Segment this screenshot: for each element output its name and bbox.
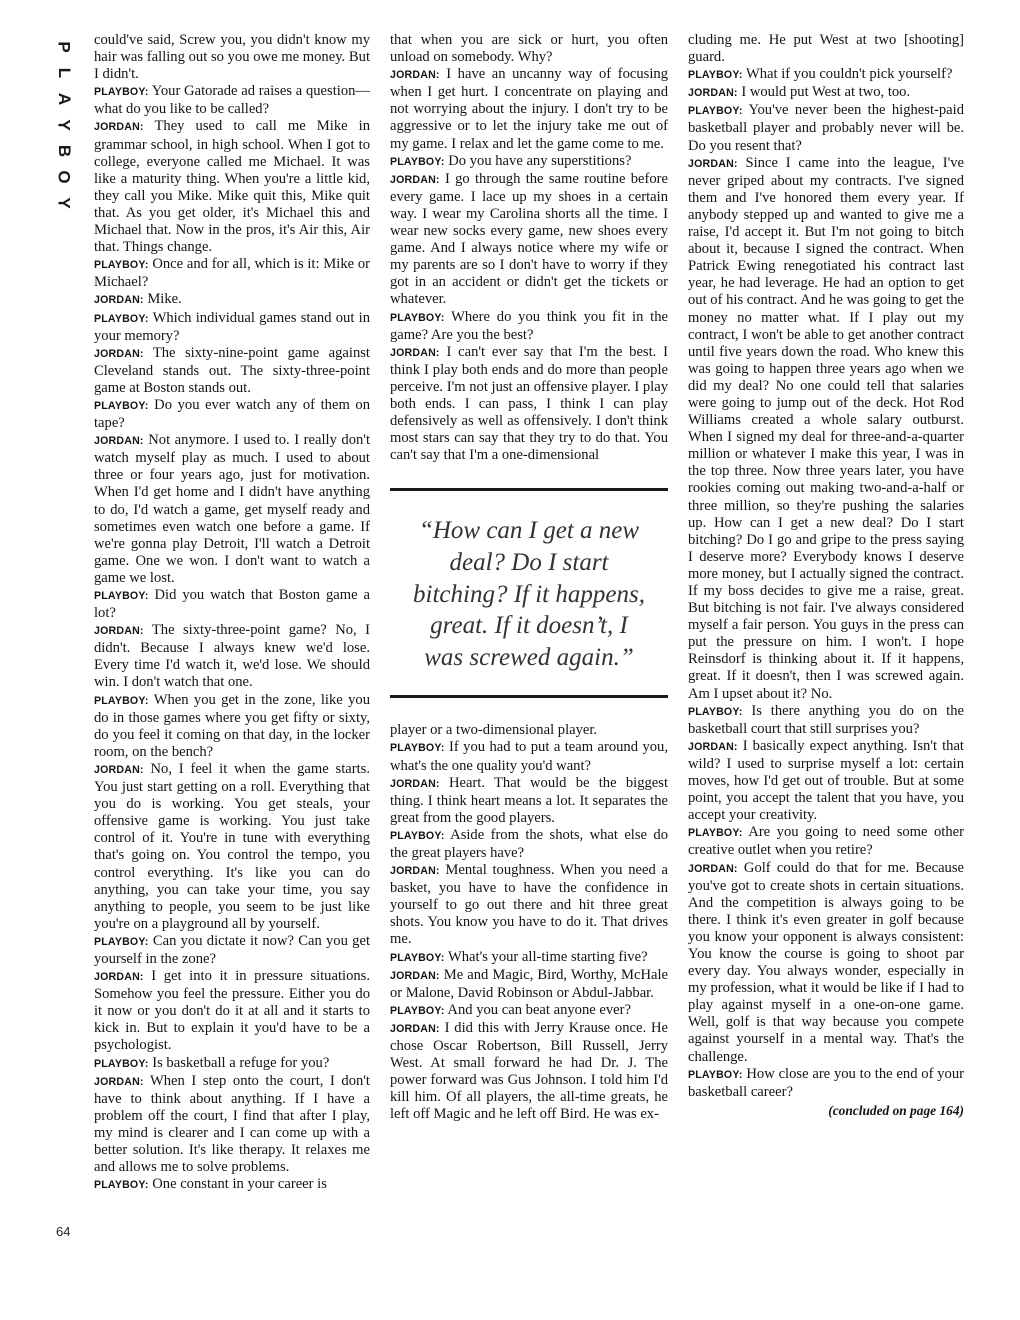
- pull-quote: “How can I get a new deal? Do I start bitching? If it happens, great. If it doesn’t, I was screwed again.”: [390, 488, 668, 698]
- speaker-playboy: PLAYBOY:: [94, 694, 149, 707]
- paragraph-text: Aside from the shots, what else do the great players have?: [390, 826, 668, 861]
- speaker-playboy: PLAYBOY:: [94, 1179, 149, 1192]
- speaker-jordan: JORDAN:: [94, 971, 144, 984]
- interview-paragraph: [390, 862, 668, 948]
- paragraph-text: Since I came into the league, I've never griped about my contracts. I've signed them and I've honored them every year. If anybody stepped up and wanted to give me a raise, I'd accept it. But I'm not going to bitch about it, because I signed the contract. When Patrick Ewing renegotiated his contract last year, he had leverage. He had an option to get out of his contract. And he was going to get the money no matter what. If I play out my contract, I won't be able to get another contract until five years down the road. Who knew this was going to happen three years ago when we did my deal? No one could tell that salaries were going to jump out of the deck. Hot Rod Williams created a whole salary outburst. When I signed my deal for three-and-a-quarter million or whatever I make this year, I was in the top three. Now three years later, you have rookies coming out making two-and-a-half or three million, so they're pushing the salaries up. How can I get a new deal? Do I start bitching? Do I go and gripe to the press saying I deserve more? Everybody knows I deserve more money, but I actually signed the contract. If my boss decides to give me a raise, great. But bitching is not fair. I've always considered myself a fair person. You guys in the press can put the pressure on him. I won't. I hope Reinsdorf is thinking about it. If it happens, great. If it doesn't, then I was screwed again. Am I upset about it? No.: [688, 154, 965, 702]
- paragraph-text: I can't ever say that I'm the best. I think I play both ends and do more than people perceive. I'm not just an offensive player. I play both ends. I can pass, I think I can play defensively as well as offensively. I don't think most stars can say that they try to do that. You can't say that I'm a one-dimensional: [390, 343, 668, 464]
- speaker-jordan: JORDAN:: [94, 763, 144, 776]
- speaker-playboy: PLAYBOY:: [94, 259, 149, 272]
- speaker-playboy: PLAYBOY:: [390, 155, 445, 168]
- speaker-jordan: JORDAN:: [390, 69, 440, 82]
- interview-paragraph: [94, 1176, 370, 1194]
- interview-paragraph: [94, 622, 370, 691]
- interview-paragraph: [688, 703, 964, 738]
- paragraph-text: I go through the same routine before every game. I lace up my shoes in a certain way. I wear my Carolina shorts all the time. I wear new socks every game, new shoes every game. And I always notice where my wife or my parents are so I don't have to worry if they got in an accident or didn't get the tickets or whatever.: [390, 170, 668, 308]
- interview-paragraph: [688, 84, 964, 102]
- speaker-playboy: PLAYBOY:: [390, 311, 445, 324]
- interview-paragraph: [688, 1066, 964, 1101]
- paragraph-text: What if you couldn't pick yourself?: [745, 66, 953, 83]
- speaker-playboy: PLAYBOY:: [688, 1068, 743, 1081]
- speaker-playboy: PLAYBOY:: [688, 705, 743, 718]
- continued-note: (concluded on page 164): [828, 1102, 964, 1118]
- paragraph-text: Is there anything you do on the basketball court that still surprises you?: [688, 702, 964, 737]
- speaker-jordan: JORDAN:: [94, 294, 144, 307]
- interview-paragraph: [390, 739, 668, 774]
- speaker-playboy: PLAYBOY:: [688, 105, 743, 118]
- speaker-playboy: PLAYBOY:: [94, 86, 149, 99]
- logo-letter: A: [55, 92, 74, 106]
- paragraph-text: Are you going to need some other creative outlet when you retire?: [688, 824, 965, 859]
- speaker-jordan: JORDAN:: [390, 173, 440, 186]
- interview-paragraph: [390, 171, 668, 309]
- paragraph-text: You've never been the highest-paid basketball player and probably never will be. Do you resent that?: [688, 102, 964, 154]
- speaker-jordan: JORDAN:: [390, 777, 440, 790]
- interview-paragraph: [94, 587, 370, 622]
- paragraph-text: Your Gatorade ad raises a question—what do you like to be called?: [94, 83, 371, 118]
- interview-paragraph: [94, 1073, 370, 1177]
- interview-paragraph: [94, 1055, 370, 1073]
- speaker-playboy: PLAYBOY:: [94, 590, 149, 602]
- speaker-playboy: PLAYBOY:: [688, 69, 743, 82]
- speaker-jordan: JORDAN:: [390, 969, 440, 982]
- interview-paragraph: [390, 66, 668, 152]
- interview-paragraph: [94, 118, 370, 256]
- speaker-playboy: PLAYBOY:: [390, 1004, 445, 1017]
- speaker-playboy: PLAYBOY:: [390, 742, 445, 755]
- interview-paragraph: [390, 1002, 668, 1020]
- speaker-jordan: JORDAN:: [688, 157, 738, 170]
- paragraph-text: I did this with Jerry Krause once. He chose Oscar Robertson, Bill Russell, Jerry West. At small forward he had Dr. J. The power forward was Gus Johnson. I told him I'd kill him. Of all players, the all-time greats, he left off Magic and he left off Bird. He was ex-: [390, 1019, 668, 1123]
- column-3: [688, 32, 964, 1119]
- paragraph-text: How close are you to the end of your basketball career?: [688, 1065, 964, 1100]
- column-2-bottom: [390, 722, 668, 1123]
- interview-paragraph: [688, 155, 964, 703]
- interview-paragraph: [94, 256, 370, 291]
- paragraph-text: I would put West at two, too.: [741, 84, 911, 101]
- column-3-body: [688, 32, 964, 1101]
- interview-paragraph: [94, 432, 370, 587]
- paragraph-text: Do you have any superstitions?: [448, 152, 632, 169]
- speaker-jordan: JORDAN:: [94, 1075, 144, 1088]
- paragraph-text: Do you ever watch any of them on tape?: [94, 396, 370, 432]
- logo-letter: Y: [55, 197, 74, 209]
- speaker-jordan: JORDAN:: [94, 347, 144, 360]
- playboy-side-logo: [54, 36, 74, 214]
- paragraph-text: What's your all-time starting five?: [447, 948, 648, 965]
- paragraph-text: One constant in your career is: [152, 1176, 327, 1193]
- paragraph-text: Is basketball a refuge for you?: [152, 1054, 330, 1071]
- paragraph-text: Not anymore. I used to. I really don't watch myself play as much. I used to about three or four years ago, just for motivation. When I'd get home and I didn't have anything to do, I'd watch a game, get myself ready and sometimes even watch one before a game. If we're gonna play Detroit, I'll watch a Detroit game. One we won. I don't want to watch a game we lost.: [94, 432, 370, 586]
- paragraph-text: Golf could do that for me. Because you've got to create shots in certain situations. And the competition is always going to be there. I think it's even greater in golf because you know your opponent is always consistent: You know the course is going to shoot par every day. You always wonder, especially in my profession, what it would be like if I had to play against myself in a one-on-one game. Well, golf is that way because you compete against yourself in a mental way. That's the challenge.: [688, 859, 965, 1065]
- column-1: [94, 32, 370, 1194]
- logo-letter: B: [55, 144, 74, 158]
- interview-paragraph: [688, 66, 964, 84]
- paragraph-text: Where do you think you fit in the game? Are you the best?: [390, 308, 669, 343]
- speaker-jordan: JORDAN:: [688, 740, 738, 753]
- paragraph-text: Heart. That would be the biggest thing. I think heart means a lot. It separates the great from the good players.: [390, 774, 668, 826]
- speaker-playboy: PLAYBOY:: [688, 827, 743, 840]
- paragraph-text: The sixty-nine-point game against Cleveland stands out. The sixty-three-point game at Boston stands out.: [94, 344, 370, 396]
- column-2: [390, 32, 668, 1123]
- paragraph-text: I get into it in pressure situations. Somehow you feel the pressure. Either you do it now or you don't do it at all and it starts to kick in. But to explain it you'd have to be a psychologist.: [94, 968, 370, 1054]
- interview-paragraph: [390, 32, 668, 66]
- paragraph-text: No, I feel it when the game starts. You just start getting on a roll. Everything that you do is working. You get steals, your offensive game is working. You just take control of it. You're in tune with everything that's going on. You control the tempo, you control everything. It's like you can do anything, you can take your time, you say anything to people, you seem to be just like you're on a playground all by yourself.: [94, 760, 370, 932]
- paragraph-text: When I step onto the court, I don't have to think about anything. If I have a problem off the court, I find that after I play, my mind is clearer and I can come up with a better solution. It's like therapy. It relaxes me and allows me to solve problems.: [94, 1072, 370, 1176]
- paragraph-text: could've said, Screw you, you didn't know my hair was falling out so you owe me money. But I didn't.: [94, 32, 370, 83]
- paragraph-text: They used to call me Mike in grammar school, in high school. When I got to college, everyone called me Michael. It was like a maturity thing. When you're a little kid, they call you Mike. Mike quit this, Mike quit that. As you get older, it's Michael this and Michael that. Now in the pros, it's Air this, Air that. Things change.: [94, 118, 371, 256]
- paragraph-text: The sixty-three-point game? No, I didn't. Because I always knew we'd lose. Every time I'd watch it, we'd lose. We should win. I don't watch that one.: [94, 622, 370, 691]
- speaker-jordan: JORDAN:: [390, 865, 440, 878]
- paragraph-text: Once and for all, which is it: Mike or Michael?: [94, 256, 371, 291]
- paragraph-text: that when you are sick or hurt, you often unload on somebody. Why?: [390, 32, 668, 66]
- speaker-jordan: JORDAN:: [94, 435, 144, 448]
- interview-paragraph: [94, 32, 370, 83]
- interview-paragraph: [390, 827, 668, 862]
- speaker-jordan: JORDAN:: [94, 625, 144, 638]
- speaker-jordan: JORDAN:: [390, 1022, 440, 1035]
- interview-paragraph: [390, 775, 668, 827]
- paragraph-text: If you had to put a team around you, what's the one quality you'd want?: [390, 739, 668, 774]
- interview-paragraph: [688, 738, 964, 824]
- paragraph-text: I have an uncanny way of focusing when I get hurt. I concentrate on playing and not worrying about the injury. I don't try to be aggressive or to let the injury take me out of my game. I relax and let the game come to me.: [390, 66, 668, 152]
- interview-paragraph: [94, 345, 370, 397]
- interview-paragraph: [688, 860, 964, 1066]
- speaker-jordan: JORDAN:: [688, 87, 738, 100]
- logo-letter: O: [54, 170, 74, 184]
- interview-paragraph: [94, 968, 370, 1054]
- interview-paragraph: [94, 310, 370, 345]
- interview-paragraph: [390, 309, 668, 344]
- paragraph-text: Did you watch that Boston game a lot?: [94, 587, 371, 622]
- page-number: 64: [56, 1224, 71, 1239]
- speaker-jordan: JORDAN:: [688, 862, 738, 875]
- paragraph-text: When you get in the zone, like you do in those games where you get fifty or sixty, do you feel it coming on that day, in the locker room, on the bench?: [94, 691, 370, 760]
- interview-paragraph: [390, 722, 668, 739]
- speaker-playboy: PLAYBOY:: [94, 312, 149, 325]
- speaker-jordan: JORDAN:: [390, 346, 440, 359]
- paragraph-text: cluding me. He put West at two [shooting] guard.: [688, 32, 964, 66]
- speaker-playboy: PLAYBOY:: [390, 951, 445, 964]
- column-2-top: [390, 32, 668, 464]
- interview-paragraph: [390, 1020, 668, 1124]
- interview-paragraph: [390, 153, 668, 171]
- speaker-playboy: PLAYBOY:: [94, 1057, 149, 1070]
- interview-paragraph: [94, 291, 370, 309]
- paragraph-text: And you can beat anyone ever?: [447, 1001, 631, 1018]
- paragraph-text: Which individual games stand out in your memory?: [94, 309, 370, 344]
- interview-paragraph: [94, 397, 370, 432]
- interview-paragraph: [94, 692, 370, 761]
- logo-letter: Y: [55, 119, 74, 131]
- interview-paragraph: [94, 83, 370, 118]
- interview-paragraph: [390, 949, 668, 967]
- paragraph-text: Can you dictate it now? Can you get yourself in the zone?: [94, 932, 370, 967]
- paragraph-text: Me and Magic, Bird, Worthy, McHale or Malone, David Robinson or Abdul-Jabbar.: [390, 966, 668, 1001]
- logo-letter: L: [54, 67, 74, 79]
- interview-paragraph: [94, 933, 370, 968]
- interview-paragraph: [390, 967, 668, 1002]
- interview-paragraph: [94, 761, 370, 933]
- speaker-jordan: JORDAN:: [94, 121, 144, 134]
- interview-paragraph: [688, 824, 964, 859]
- paragraph-text: I basically expect anything. Isn't that wild? I used to surprise myself a lot: certain moves, how I'd get out of trouble. But at some point, you accept the talent that you have, you accept your creativity.: [688, 737, 964, 824]
- speaker-playboy: PLAYBOY:: [94, 399, 149, 412]
- speaker-playboy: PLAYBOY:: [390, 829, 445, 842]
- logo-letter: P: [55, 41, 74, 53]
- paragraph-text: Mike.: [147, 291, 182, 308]
- interview-paragraph: [688, 32, 964, 66]
- paragraph-text: Mental toughness. When you need a basket, you have to have the confidence in yourself to go out there and hit three great shots. You know you have to do it. That drives me.: [390, 862, 668, 948]
- speaker-playboy: PLAYBOY:: [94, 935, 149, 948]
- paragraph-text: player or a two-dimensional player.: [390, 722, 598, 739]
- interview-paragraph: [688, 102, 964, 154]
- interview-paragraph: [390, 344, 668, 465]
